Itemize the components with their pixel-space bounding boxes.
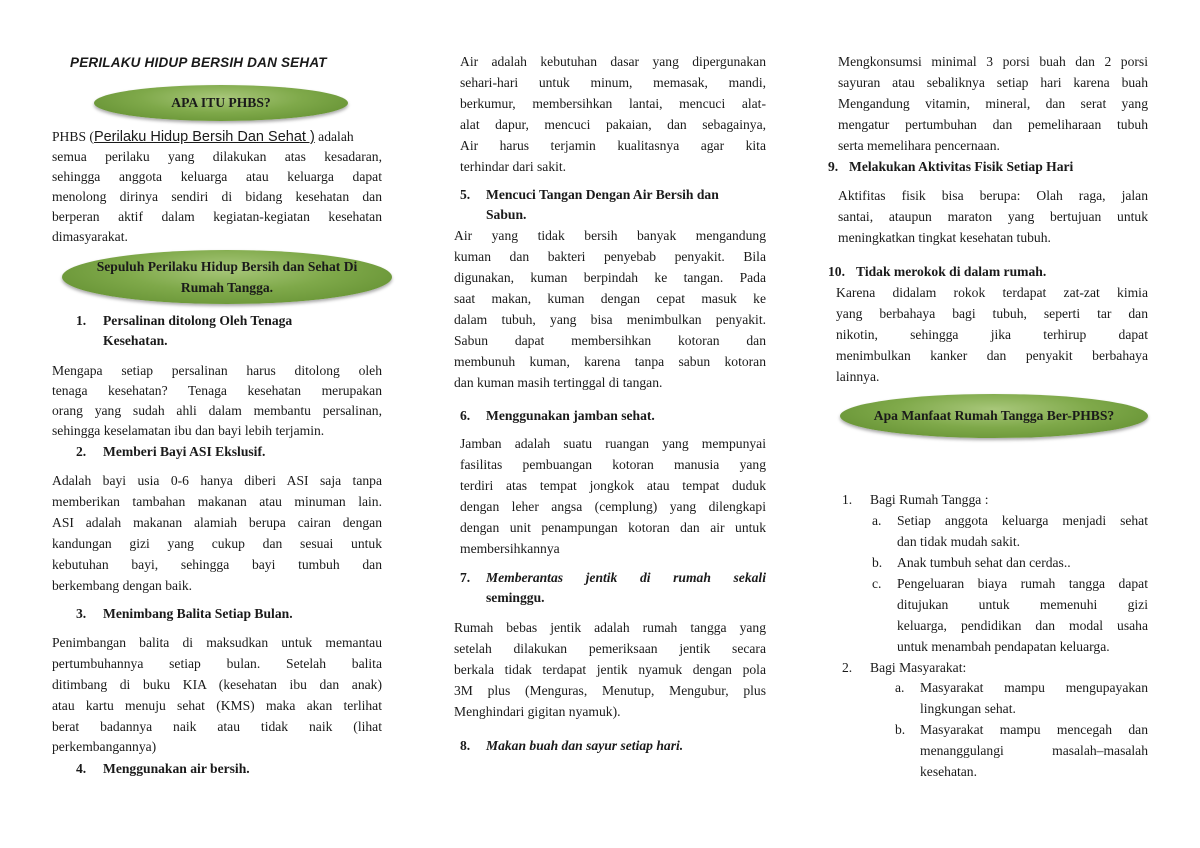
body-line: Mengandung vitamin, mineral, dan serat yang bbox=[838, 96, 1148, 111]
body-line: fasilitas pembuangan kotoran manusia yang bbox=[460, 457, 766, 472]
body-line: digunakan, kuman berpindah ke tangan. Pada bbox=[454, 270, 766, 285]
intro-term: Perilaku Hidup Bersih Dan Sehat ) bbox=[93, 129, 315, 145]
body-line: serta memelihara pencernaan. bbox=[838, 138, 1000, 153]
list-item-line: Pengeluaran biaya rumah tangga dapat bbox=[897, 576, 1148, 591]
item-heading: Menggunakan jamban sehat. bbox=[486, 408, 655, 423]
list-number: 2. bbox=[842, 660, 853, 675]
item-heading: Persalinan ditolong Oleh Tenaga bbox=[103, 313, 293, 328]
item-heading: Makan buah dan sayur setiap hari. bbox=[486, 738, 684, 753]
section-badge-label: Apa Manfaat Rumah Tangga Ber-PHBS? bbox=[873, 408, 1115, 423]
body-line: berkembang dengan baik. bbox=[52, 578, 193, 593]
item-number: 2. bbox=[76, 444, 87, 459]
list-item-line: kesehatan. bbox=[920, 764, 977, 779]
body-line: ASI adalah makanan alamiah berupa cairan dengan bbox=[52, 515, 382, 530]
item-heading: Mencuci Tangan Dengan Air Bersih dan bbox=[486, 187, 719, 202]
intro-prefix: PHBS ( bbox=[52, 129, 94, 144]
body-line: membersihkannya bbox=[460, 541, 560, 556]
item-number: 3. bbox=[76, 606, 87, 621]
body-line: kebutuhan bayi, sehingga bayi tumbuh dan bbox=[52, 557, 382, 572]
item-heading: Melakukan Aktivitas Fisik Setiap Hari bbox=[849, 159, 1074, 174]
intro-line: sehingga anggota keluarga atau keluarga dapat bbox=[52, 169, 382, 184]
body-line: alat dapur, mencuci pakaian, dan sebagainya, bbox=[460, 117, 766, 132]
list-heading: Bagi Rumah Tangga : bbox=[870, 492, 989, 507]
body-line: sayuran atau sebaliknya setiap hari karena buah bbox=[838, 75, 1148, 90]
item-number: 9. bbox=[828, 159, 839, 174]
intro-line: menolong dirinya sendiri di bidang kesehatan dan bbox=[52, 189, 382, 204]
section-badge-label: Sepuluh Perilaku Hidup Bersih dan Sehat Di bbox=[96, 259, 358, 274]
body-line: Karena didalam rokok terdapat zat-zat kimia bbox=[836, 285, 1148, 300]
intro-line: dimasyarakat. bbox=[52, 229, 128, 244]
list-letter: b. bbox=[895, 722, 906, 737]
body-line: perkembangannya) bbox=[52, 739, 157, 754]
body-line: sehingga keselamatan ibu dan bayi lebih terjamin. bbox=[52, 423, 325, 438]
item-number: 1. bbox=[76, 313, 87, 328]
list-heading: Bagi Masyarakat: bbox=[870, 660, 967, 675]
body-line: dengan unit penampungan kotoran dan air untuk bbox=[460, 520, 766, 535]
list-item-line: ditujukan untuk memenuhi gizi bbox=[897, 597, 1148, 612]
section-badge-label: APA ITU PHBS? bbox=[171, 95, 271, 110]
body-line: berkala tidak terdapat jentik nyamuk dengan pola bbox=[454, 662, 766, 677]
body-line: 3M plus (Menguras, Menutup, Mengubur, plus bbox=[454, 683, 766, 698]
body-line: membunuh kuman, karena tanpa sabun kotoran bbox=[454, 354, 766, 369]
intro-line: semua perilaku yang dilakukan atas kesadaran, bbox=[52, 149, 382, 164]
document-title: PERILAKU HIDUP BERSIH DAN SEHAT bbox=[70, 55, 327, 70]
item-number: 10. bbox=[828, 264, 845, 279]
body-line: kandungan gizi yang cukup dan sesuai untuk bbox=[52, 536, 382, 551]
body-line: Rumah bebas jentik adalah rumah tangga yang bbox=[454, 620, 766, 635]
list-number: 1. bbox=[842, 492, 853, 507]
item-heading: Memberi Bayi ASI Ekslusif. bbox=[103, 444, 266, 459]
body-line: Adalah bayi usia 0-6 hanya diberi ASI saja tanpa bbox=[52, 473, 382, 488]
body-line: Sabun dapat membersihkan kotoran dan bbox=[454, 333, 766, 348]
body-line: pertumbuhannya setiap bulan. Setelah balita bbox=[52, 656, 382, 671]
item-number: 7. bbox=[460, 570, 471, 585]
intro-line: berperan aktif dalam kegiatan-kegiatan kesehatan bbox=[52, 209, 382, 224]
list-letter: b. bbox=[872, 555, 883, 570]
item-heading: Menimbang Balita Setiap Bulan. bbox=[103, 606, 293, 621]
body-line: sehari-hari untuk minum, memasak, mandi, bbox=[460, 75, 766, 90]
list-item-line: Masyarakat mampu mencegah dan bbox=[920, 722, 1148, 737]
item-number: 6. bbox=[460, 408, 471, 423]
list-item-line: Setiap anggota keluarga menjadi sehat bbox=[897, 513, 1148, 528]
item-heading: Menggunakan air bersih. bbox=[103, 761, 250, 776]
body-line: dan kuman masih tertinggal di tangan. bbox=[454, 375, 663, 390]
item-heading: seminggu. bbox=[486, 590, 545, 605]
intro-line-0: adalah bbox=[314, 129, 354, 144]
body-line: memberikan tambahan makanan atau minuman lain. bbox=[52, 494, 382, 509]
item-number: 4. bbox=[76, 761, 87, 776]
item-heading: Memberantas jentik di rumah sekali bbox=[486, 570, 766, 585]
body-line: tenaga kesehatan? Tenaga kesehatan merupakan bbox=[52, 383, 382, 398]
body-line: santai, ataupun maraton yang bertujuan untuk bbox=[838, 209, 1148, 224]
list-letter: a. bbox=[895, 680, 905, 695]
body-line: Penimbangan balita di maksudkan untuk memantau bbox=[52, 635, 382, 650]
body-line: terhindar dari sakit. bbox=[460, 159, 567, 174]
list-item-line: menanggulangi masalah–masalah bbox=[920, 743, 1148, 758]
body-line: Aktifitas fisik bisa berupa: Olah raga, jalan bbox=[838, 188, 1148, 203]
body-line: terdiri atas tempat jongkok atau tempat duduk bbox=[460, 478, 766, 493]
body-line: berat badannya naik atau tidak naik (lihat bbox=[52, 719, 382, 734]
body-line: yang berbahaya bagi tubuh, seperti tar dan bbox=[836, 306, 1148, 321]
body-line: Jamban adalah suatu ruangan yang mempunyai bbox=[460, 436, 766, 451]
intro-first-line bbox=[52, 126, 354, 148]
body-line: Air adalah kebutuhan dasar yang dipergunakan bbox=[460, 54, 766, 69]
body-line: saat makan, kuman dengan cepat masuk ke bbox=[454, 291, 766, 306]
body-line: dengan leher angsa (cemplung) yang dilengkapi bbox=[460, 499, 766, 514]
body-line: atau kartu menuju sehat (KMS) maka akan terlihat bbox=[52, 698, 382, 713]
list-item-line: dan tidak mudah sakit. bbox=[897, 534, 1021, 549]
body-line: meningkatkan tingkat kesehatan tubuh. bbox=[838, 230, 1051, 245]
body-line: lainnya. bbox=[836, 369, 880, 384]
body-line: mengatur pertumbuhan dan pemeliharaan tubuh bbox=[838, 117, 1148, 132]
item-heading: Sabun. bbox=[486, 207, 527, 222]
item-number: 8. bbox=[460, 738, 471, 753]
list-item-line: Anak tumbuh sehat dan cerdas.. bbox=[897, 555, 1071, 570]
body-line: Mengkonsumsi minimal 3 porsi buah dan 2 porsi bbox=[838, 54, 1148, 69]
list-letter: a. bbox=[872, 513, 882, 528]
body-line: dalam tubuh, yang bisa menimbulkan penyakit. bbox=[454, 312, 766, 327]
list-item-line: lingkungan sehat. bbox=[920, 701, 1016, 716]
list-item-line: Masyarakat mampu mengupayakan bbox=[920, 680, 1148, 695]
body-line: orang yang sudah ahli dalam membantu persalinan, bbox=[52, 403, 382, 418]
body-line: kuman dan bakteri penyebab penyakit. Bila bbox=[454, 249, 766, 264]
list-item-line: untuk menambah pendapatan keluarga. bbox=[897, 639, 1110, 654]
body-line: Air yang tidak bersih banyak mengandung bbox=[454, 228, 766, 243]
section-badge-label: Rumah Tangga. bbox=[180, 280, 274, 295]
item-heading: Kesehatan. bbox=[103, 333, 168, 348]
body-line: Menghindari gigitan nyamuk). bbox=[454, 704, 621, 719]
body-line: Air harus terjamin kualitasnya agar kita bbox=[460, 138, 766, 153]
body-line: Mengapa setiap persalinan harus ditolong oleh bbox=[52, 363, 382, 378]
body-line: ditimbang di buku KIA (kesehatan ibu dan anak) bbox=[52, 677, 382, 692]
list-letter: c. bbox=[872, 576, 882, 591]
body-line: nikotin, sehingga jika terhirup dapat bbox=[836, 327, 1148, 342]
item-heading: Tidak merokok di dalam rumah. bbox=[856, 264, 1047, 279]
list-item-line: keluarga, pendidikan dan modal usaha bbox=[897, 618, 1148, 633]
item-number: 5. bbox=[460, 187, 471, 202]
body-line: berkumur, membersihkan lantai, mencuci alat- bbox=[460, 96, 766, 111]
body-line: setelah dilakukan pemeriksaan jentik secara bbox=[454, 641, 766, 656]
body-line: menimbulkan kanker dan penyakit berbahaya bbox=[836, 348, 1148, 363]
